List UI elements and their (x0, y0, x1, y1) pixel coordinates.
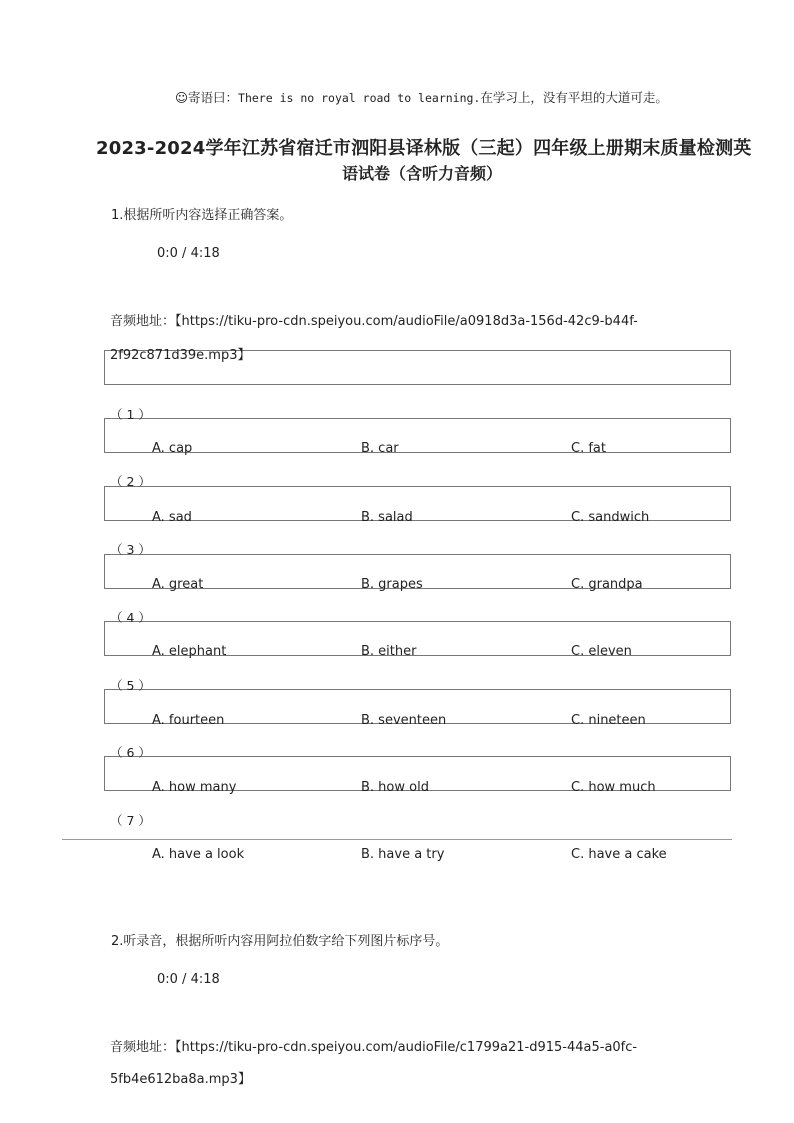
option-a[interactable]: A. cap (152, 441, 193, 456)
option-c[interactable]: C. fat (571, 441, 606, 456)
question-2-text: 2.听录音，根据所听内容用阿拉伯数字给下列图片标序号。 (111, 934, 449, 949)
option-c[interactable]: C. nineteen (571, 713, 646, 728)
question-1-audio-url[interactable]: 音频地址：【https://tiku-pro-cdn.speiyou.com/audioFile/a0918d3a-156d-42c9-b44f- (110, 314, 638, 329)
motto (175, 88, 668, 106)
motto-english: There is no royal road to learning. (238, 91, 481, 105)
option-b[interactable]: B. seventeen (361, 713, 447, 728)
question-1-text: 1.根据所听内容选择正确答案。 (111, 208, 293, 223)
option-a[interactable]: A. have a look (152, 847, 245, 862)
option-a[interactable]: A. elephant (152, 644, 227, 659)
motto-prefix: ☺寄语曰： (175, 90, 239, 105)
option-a[interactable]: A. how many (152, 780, 237, 795)
option-b[interactable]: B. car (361, 441, 399, 456)
page-title: 2023-2024学年江苏省宿迁市泗阳县译林版（三起）四年级上册期末质量检测英 (96, 138, 752, 159)
divider (62, 839, 732, 840)
option-a[interactable]: A. sad (152, 510, 192, 525)
option-b[interactable]: B. salad (361, 510, 413, 525)
option-a[interactable]: A. great (152, 577, 204, 592)
question-2-audio-time[interactable]: 0:0 / 4:18 (157, 972, 220, 987)
question-2-audio-url[interactable]: 音频地址：【https://tiku-pro-cdn.speiyou.com/audioFile/c1799a21-d915-44a5-a0fc- (110, 1040, 638, 1055)
item-number: （ 1 ） (110, 407, 151, 422)
option-b[interactable]: B. either (361, 644, 417, 659)
option-c[interactable]: C. grandpa (571, 577, 643, 592)
option-c[interactable]: C. have a cake (571, 847, 667, 862)
item-number: （ 3 ） (110, 542, 151, 557)
question-1-audio-time[interactable]: 0:0 / 4:18 (157, 246, 220, 261)
question-1-audio-url-cont[interactable]: 2f92c871d39e.mp3】 (110, 348, 251, 363)
page-title-line2: 语试卷（含听力音频） (342, 164, 503, 183)
answer-box (104, 418, 731, 453)
option-c[interactable]: C. how much (571, 780, 656, 795)
question-2-audio-url-cont[interactable]: 5fb4e612ba8a.mp3】 (110, 1072, 251, 1087)
option-b[interactable]: B. how old (361, 780, 429, 795)
motto-chinese: 在学习上，没有平坦的大道可走。 (480, 90, 668, 105)
item-number: （ 6 ） (110, 745, 151, 760)
option-c[interactable]: C. eleven (571, 644, 632, 659)
option-a[interactable]: A. fourteen (152, 713, 225, 728)
item-number: （ 4 ） (110, 610, 151, 625)
option-b[interactable]: B. grapes (361, 577, 423, 592)
option-b[interactable]: B. have a try (361, 847, 445, 862)
option-c[interactable]: C. sandwich (571, 510, 650, 525)
item-number: （ 2 ） (110, 474, 151, 489)
item-number: （ 7 ） (110, 813, 151, 828)
item-number: （ 5 ） (110, 678, 151, 693)
